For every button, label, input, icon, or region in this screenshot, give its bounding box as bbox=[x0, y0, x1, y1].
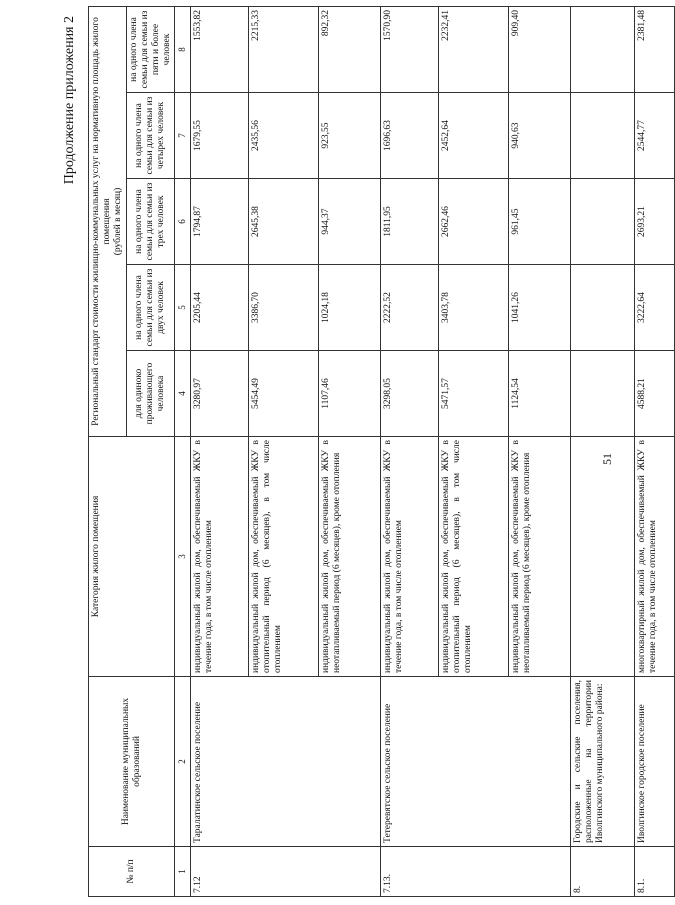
col-number: 8 bbox=[175, 6, 190, 92]
row-num: 7.12 bbox=[190, 847, 380, 897]
col-number: 6 bbox=[175, 179, 190, 265]
value-cell: 944,37 bbox=[318, 179, 380, 265]
value-cell: 2645,38 bbox=[248, 179, 318, 265]
value-cell: 1107,46 bbox=[318, 351, 380, 437]
row-municipality: Городские и сельские поселения, расположенные на территории Иволгинского муниципального района: bbox=[570, 677, 634, 847]
row-num: 7.13. bbox=[380, 847, 570, 897]
value-cell: 2662,46 bbox=[438, 179, 508, 265]
value-cell: 1696,63 bbox=[380, 93, 438, 179]
table-row bbox=[634, 6, 674, 896]
col-number: 5 bbox=[175, 265, 190, 351]
table-row bbox=[570, 6, 634, 896]
header-standard bbox=[89, 6, 127, 436]
value-cell: 1041,26 bbox=[508, 265, 570, 351]
table-row bbox=[380, 6, 438, 896]
row-municipality: Таралатинское сельское поселение bbox=[190, 677, 380, 847]
value-cell bbox=[570, 93, 634, 179]
value-cell: 3222,64 bbox=[634, 265, 674, 351]
value-cell: 2381,48 bbox=[634, 6, 674, 92]
row-num: 8. bbox=[570, 847, 634, 897]
value-cell: 2544,77 bbox=[634, 93, 674, 179]
header-municipality: Наименование муниципальных образований bbox=[89, 677, 175, 847]
col-number: 7 bbox=[175, 93, 190, 179]
value-cell bbox=[570, 179, 634, 265]
row-category: индивидуальный жилой дом, обеспечиваемый ЖКУ в отопительный период (6 месяцев), в том числе отоплением bbox=[438, 437, 508, 677]
value-cell: 2693,21 bbox=[634, 179, 674, 265]
row-category: индивидуальный жилой дом, обеспечиваемый ЖКУ в неотапливаемый период (6 месяцев), кроме отопления bbox=[318, 437, 380, 677]
value-cell: 1553,82 bbox=[190, 6, 248, 92]
column-numbers-row bbox=[175, 6, 190, 896]
row-category: индивидуальный жилой дом, обеспечиваемый ЖКУ в течение года, в том числе отоплением bbox=[380, 437, 438, 677]
value-cell: 892,32 bbox=[318, 6, 380, 92]
header-col6: на одного члена семьи для семьи из трех человек bbox=[126, 179, 175, 265]
value-cell: 2452,64 bbox=[438, 93, 508, 179]
value-cell: 5471,57 bbox=[438, 351, 508, 437]
appendix-title: Продолжение приложения 2 bbox=[62, 16, 77, 185]
value-cell: 4588,21 bbox=[634, 351, 674, 437]
value-cell: 923,55 bbox=[318, 93, 380, 179]
header-col4: для одиноко проживающего человека bbox=[126, 351, 175, 437]
value-cell: 1024,18 bbox=[318, 265, 380, 351]
value-cell: 3403,78 bbox=[438, 265, 508, 351]
value-cell: 2215,33 bbox=[248, 6, 318, 92]
row-category: индивидуальный жилой дом, обеспечиваемый ЖКУ в неотапливаемый период (6 месяцев), кроме отопления bbox=[508, 437, 570, 677]
value-cell: 1794,87 bbox=[190, 179, 248, 265]
standards-table bbox=[88, 6, 675, 897]
row-category: индивидуальный жилой дом, обеспечиваемый ЖКУ в течение года, в том числе отоплением bbox=[190, 437, 248, 677]
value-cell bbox=[570, 265, 634, 351]
header-num: № п/п bbox=[89, 847, 175, 897]
value-cell: 1124,54 bbox=[508, 351, 570, 437]
value-cell: 3386,70 bbox=[248, 265, 318, 351]
value-cell: 3298,05 bbox=[380, 351, 438, 437]
row-municipality: Тетеревятское сельское поселение bbox=[380, 677, 570, 847]
value-cell: 909,40 bbox=[508, 6, 570, 92]
value-cell bbox=[570, 6, 634, 92]
value-cell bbox=[570, 351, 634, 437]
header-col8: на одного члена семьи для семьи из пяти и более человек bbox=[126, 6, 175, 92]
header-category: Категория жилого помещения bbox=[89, 437, 175, 677]
table-row bbox=[190, 6, 248, 896]
value-cell: 5454,49 bbox=[248, 351, 318, 437]
header-col5: на одного члена семьи для семьи из двух человек bbox=[126, 265, 175, 351]
value-cell: 940,63 bbox=[508, 93, 570, 179]
value-cell: 2205,44 bbox=[190, 265, 248, 351]
value-cell: 3280,97 bbox=[190, 351, 248, 437]
col-number: 2 bbox=[175, 677, 190, 847]
row-category: индивидуальный жилой дом, обеспечиваемый ЖКУ в отопительный период (6 месяцев), в том числе отоплением bbox=[248, 437, 318, 677]
row-category: многоквартирный жилой дом, обеспечиваемый ЖКУ в течение года, в том числе отоплением bbox=[634, 437, 674, 677]
row-num: 8.1. bbox=[634, 847, 674, 897]
value-cell: 1679,55 bbox=[190, 93, 248, 179]
row-category bbox=[570, 437, 634, 677]
page-number: 51 bbox=[600, 453, 614, 465]
col-number: 4 bbox=[175, 351, 190, 437]
value-cell: 2435,56 bbox=[248, 93, 318, 179]
col-number: 1 bbox=[175, 847, 190, 897]
row-municipality: Иволгинское городское поселение bbox=[634, 677, 674, 847]
col-number: 3 bbox=[175, 437, 190, 677]
value-cell: 1570,90 bbox=[380, 6, 438, 92]
value-cell: 2222,52 bbox=[380, 265, 438, 351]
header-standard-line1: Региональный стандарт стоимости жилищно-коммунальных услуг на нормативную площадь жилого помещения bbox=[91, 17, 112, 426]
value-cell: 2232,41 bbox=[438, 6, 508, 92]
value-cell: 961,45 bbox=[508, 179, 570, 265]
header-col7: на одного члена семьи для семьи из четырех человек bbox=[126, 93, 175, 179]
header-standard-line2: (рублей в месяц) bbox=[112, 187, 123, 256]
value-cell: 1811,95 bbox=[380, 179, 438, 265]
